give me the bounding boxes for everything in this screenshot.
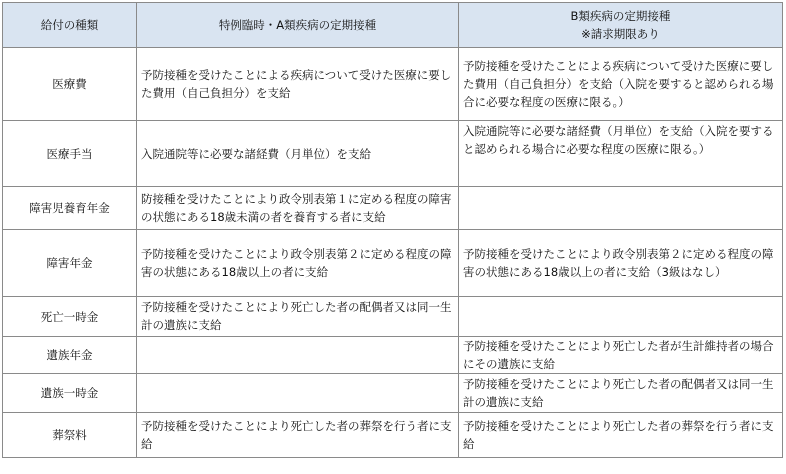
header-benefit-type: 給付の種類 (3, 3, 137, 48)
a-class-cell (137, 337, 459, 374)
benefit-type-cell: 遺族年金 (3, 337, 137, 374)
header-row (3, 3, 783, 48)
table-row (3, 187, 783, 230)
a-class-cell: 予防接種を受けたことにより死亡した者の葬祭を行う者に支給 (137, 413, 459, 458)
benefit-type-cell: 葬祭料 (3, 413, 137, 458)
a-class-cell (137, 374, 459, 413)
b-class-cell: 予防接種を受けたことにより死亡した者の葬祭を行う者に支給 (459, 413, 783, 458)
table-row (3, 121, 783, 187)
a-class-cell: 予防接種を受けたことにより政令別表第２に定める程度の障害の状態にある18歳以上の者に支給 (137, 230, 459, 297)
benefit-type-cell: 遺族一時金 (3, 374, 137, 413)
table-row (3, 413, 783, 458)
table-row (3, 337, 783, 374)
table-row (3, 48, 783, 121)
a-class-cell: 予防接種を受けたことによる疾病について受けた医療に要した費用（自己負担分）を支給 (137, 48, 459, 121)
benefit-type-cell: 障害年金 (3, 230, 137, 297)
header-b-class (459, 3, 783, 48)
b-class-cell: 入院通院等に必要な諸経費（月単位）を支給（入院を要すると認められる場合に必要な程度の医療に限る。） (459, 121, 783, 187)
b-class-cell: 予防接種を受けたことにより死亡した者が生計維持者の場合にその遺族に支給 (459, 337, 783, 374)
header-b-class-title: B類疾病の定期接種 (570, 9, 671, 23)
benefit-type-cell: 医療費 (3, 48, 137, 121)
header-a-class: 特例臨時・A類疾病の定期接種 (137, 3, 459, 48)
benefit-type-cell: 障害児養育年金 (3, 187, 137, 230)
b-class-cell: 予防接種を受けたことによる疾病について受けた医療に要した費用（自己負担分）を支給（入院を要すると認められる場合に必要な程度の医療に限る。） (459, 48, 783, 121)
a-class-cell: 防接種を受けたことにより政令別表第１に定める程度の障害の状態にある18歳未満の者を養育する者に支給 (137, 187, 459, 230)
b-class-cell: 予防接種を受けたことにより政令別表第２に定める程度の障害の状態にある18歳以上の者に支給（3級はなし） (459, 230, 783, 297)
benefit-type-cell: 医療手当 (3, 121, 137, 187)
b-class-cell (459, 187, 783, 230)
table-row (3, 230, 783, 297)
b-class-cell (459, 297, 783, 337)
benefits-table (2, 2, 783, 458)
a-class-cell: 入院通院等に必要な諸経費（月単位）を支給 (137, 121, 459, 187)
table-row (3, 297, 783, 337)
benefit-type-cell: 死亡一時金 (3, 297, 137, 337)
a-class-cell: 予防接種を受けたことにより死亡した者の配偶者又は同一生計の遺族に支給 (137, 297, 459, 337)
table-row (3, 374, 783, 413)
header-b-class-note: ※請求期限あり (581, 27, 660, 41)
b-class-cell: 予防接種を受けたことにより死亡した者の配偶者又は同一生計の遺族に支給 (459, 374, 783, 413)
